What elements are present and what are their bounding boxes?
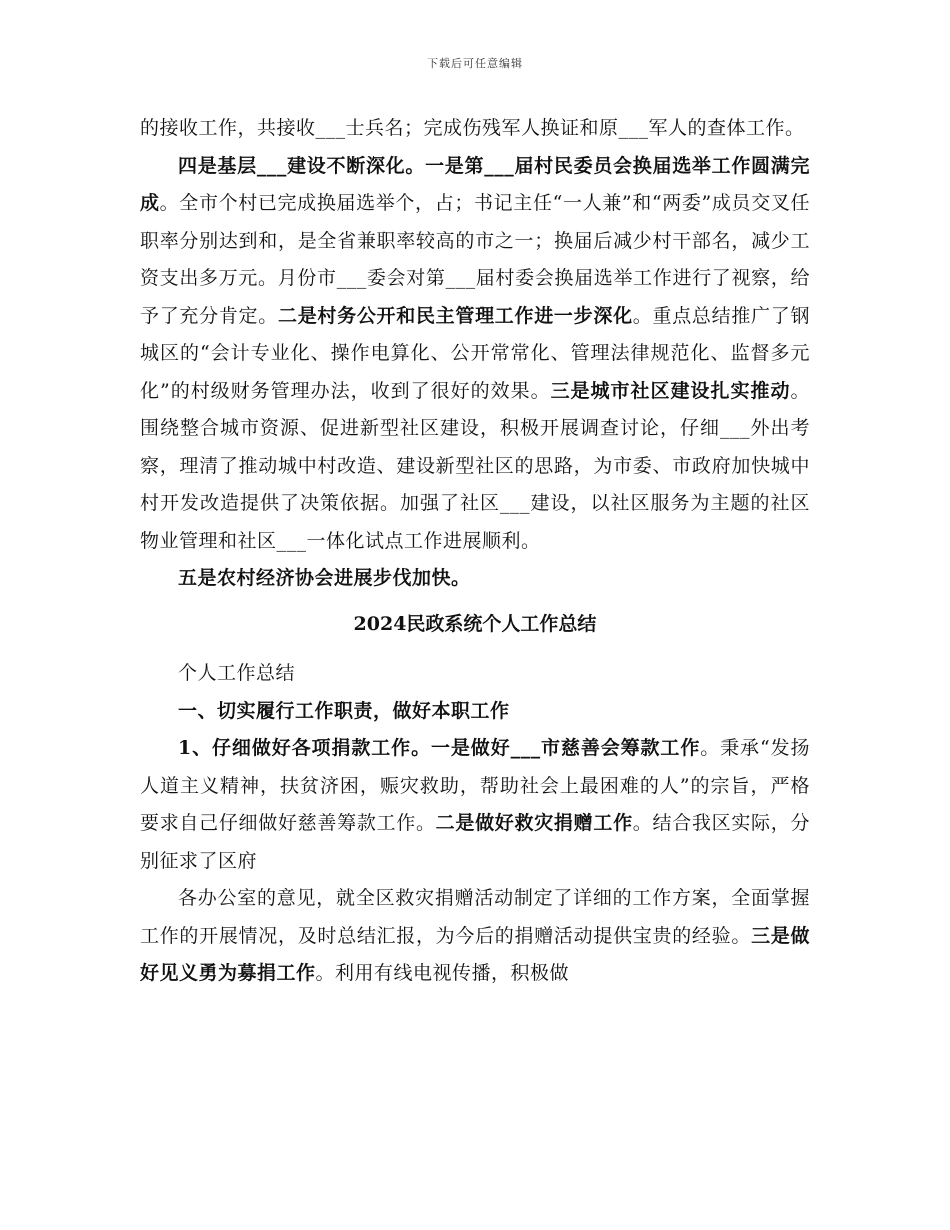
- text-span: 个人工作总结: [178, 662, 296, 684]
- bold-text-span: 二是村务公开和民主管理工作进一步深化: [277, 304, 633, 327]
- document-title: 2024民政系统个人工作总结: [353, 612, 597, 635]
- paragraphs-before-title: [140, 110, 810, 598]
- document-body: [140, 110, 810, 993]
- bold-text-span: 三是做好见义勇为募捐工作: [140, 924, 810, 984]
- paragraph-subtitle: [140, 655, 810, 693]
- bold-text-span: 五是农村经济协会进展步伐加快。: [178, 567, 471, 589]
- text-span: 。结合我区实际，分别征求了区府: [140, 812, 810, 872]
- bold-text-span: 二是做好救灾捐赠工作: [435, 812, 633, 834]
- paragraph-section-four: [140, 148, 810, 561]
- page-header: 下载后可任意编辑: [427, 57, 523, 70]
- paragraph-heading-one: [140, 693, 810, 731]
- bold-text-span: 1、仔细做好各项捐款工作。一是做好___市慈善会筹款工作: [178, 737, 701, 759]
- paragraph-intro: [140, 110, 810, 148]
- paragraph-section-five: [140, 560, 810, 598]
- text-span: 各办公室的意见，就全区救灾捐赠活动制定了详细的工作方案，全面掌握工作的开展情况，及时总结汇报，为今后的捐赠活动提供宝贵的经验。: [140, 887, 810, 947]
- text-span: 。全市个村已完成换届选举个，占；书记主任“一人兼”和“两委”成员交叉任职率分别达到和，是全省兼职率较高的市之一；换届后减少村干部名，减少工资支出多万元。月份市___委会对第___届村委会换届选举工作进行了视察，给予了充分肯定。: [140, 192, 810, 327]
- paragraph-continuation: [140, 880, 810, 993]
- text-span: 。秉承“发扬人道主义精神，扶贫济困，赈灾救助，帮助社会上最困难的人”的宗旨，严格要求自己仔细做好慈善筹款工作。: [140, 737, 810, 834]
- text-span: 。围绕整合城市资源、促进新型社区建设，积极开展调查讨论，仔细___外出考察，理清了推动城中村改造、建设新型社区的思路，为市委、市政府加快城中村开发改造提供了决策依据。加强了社区___建设，以社区服务为主题的社区物业管理和社区___一体化试点工作进展顺利。: [140, 379, 810, 552]
- bold-text-span: 一、切实履行工作职责，做好本职工作: [178, 699, 510, 722]
- text-span: 。重点总结推广了钢城区的“会计专业化、操作电算化、公开常常化、管理法律规范化、监督多元化”的村级财务管理办法，收到了很好的效果。: [140, 304, 810, 402]
- paragraphs-after-title: [140, 655, 810, 993]
- bold-text-span: 三是城市社区建设扎实推动: [550, 379, 791, 402]
- text-span: 。利用有线电视传播，积极做: [315, 962, 570, 984]
- text-span: 的接收工作，共接收___士兵名；完成伤残军人换证和原___军人的查体工作。: [140, 117, 805, 139]
- bold-text-span: 四是基层___建设不断深化。一是第___届村民委员会换届选举工作圆满完成: [140, 154, 810, 214]
- paragraph-item-one: [140, 730, 810, 880]
